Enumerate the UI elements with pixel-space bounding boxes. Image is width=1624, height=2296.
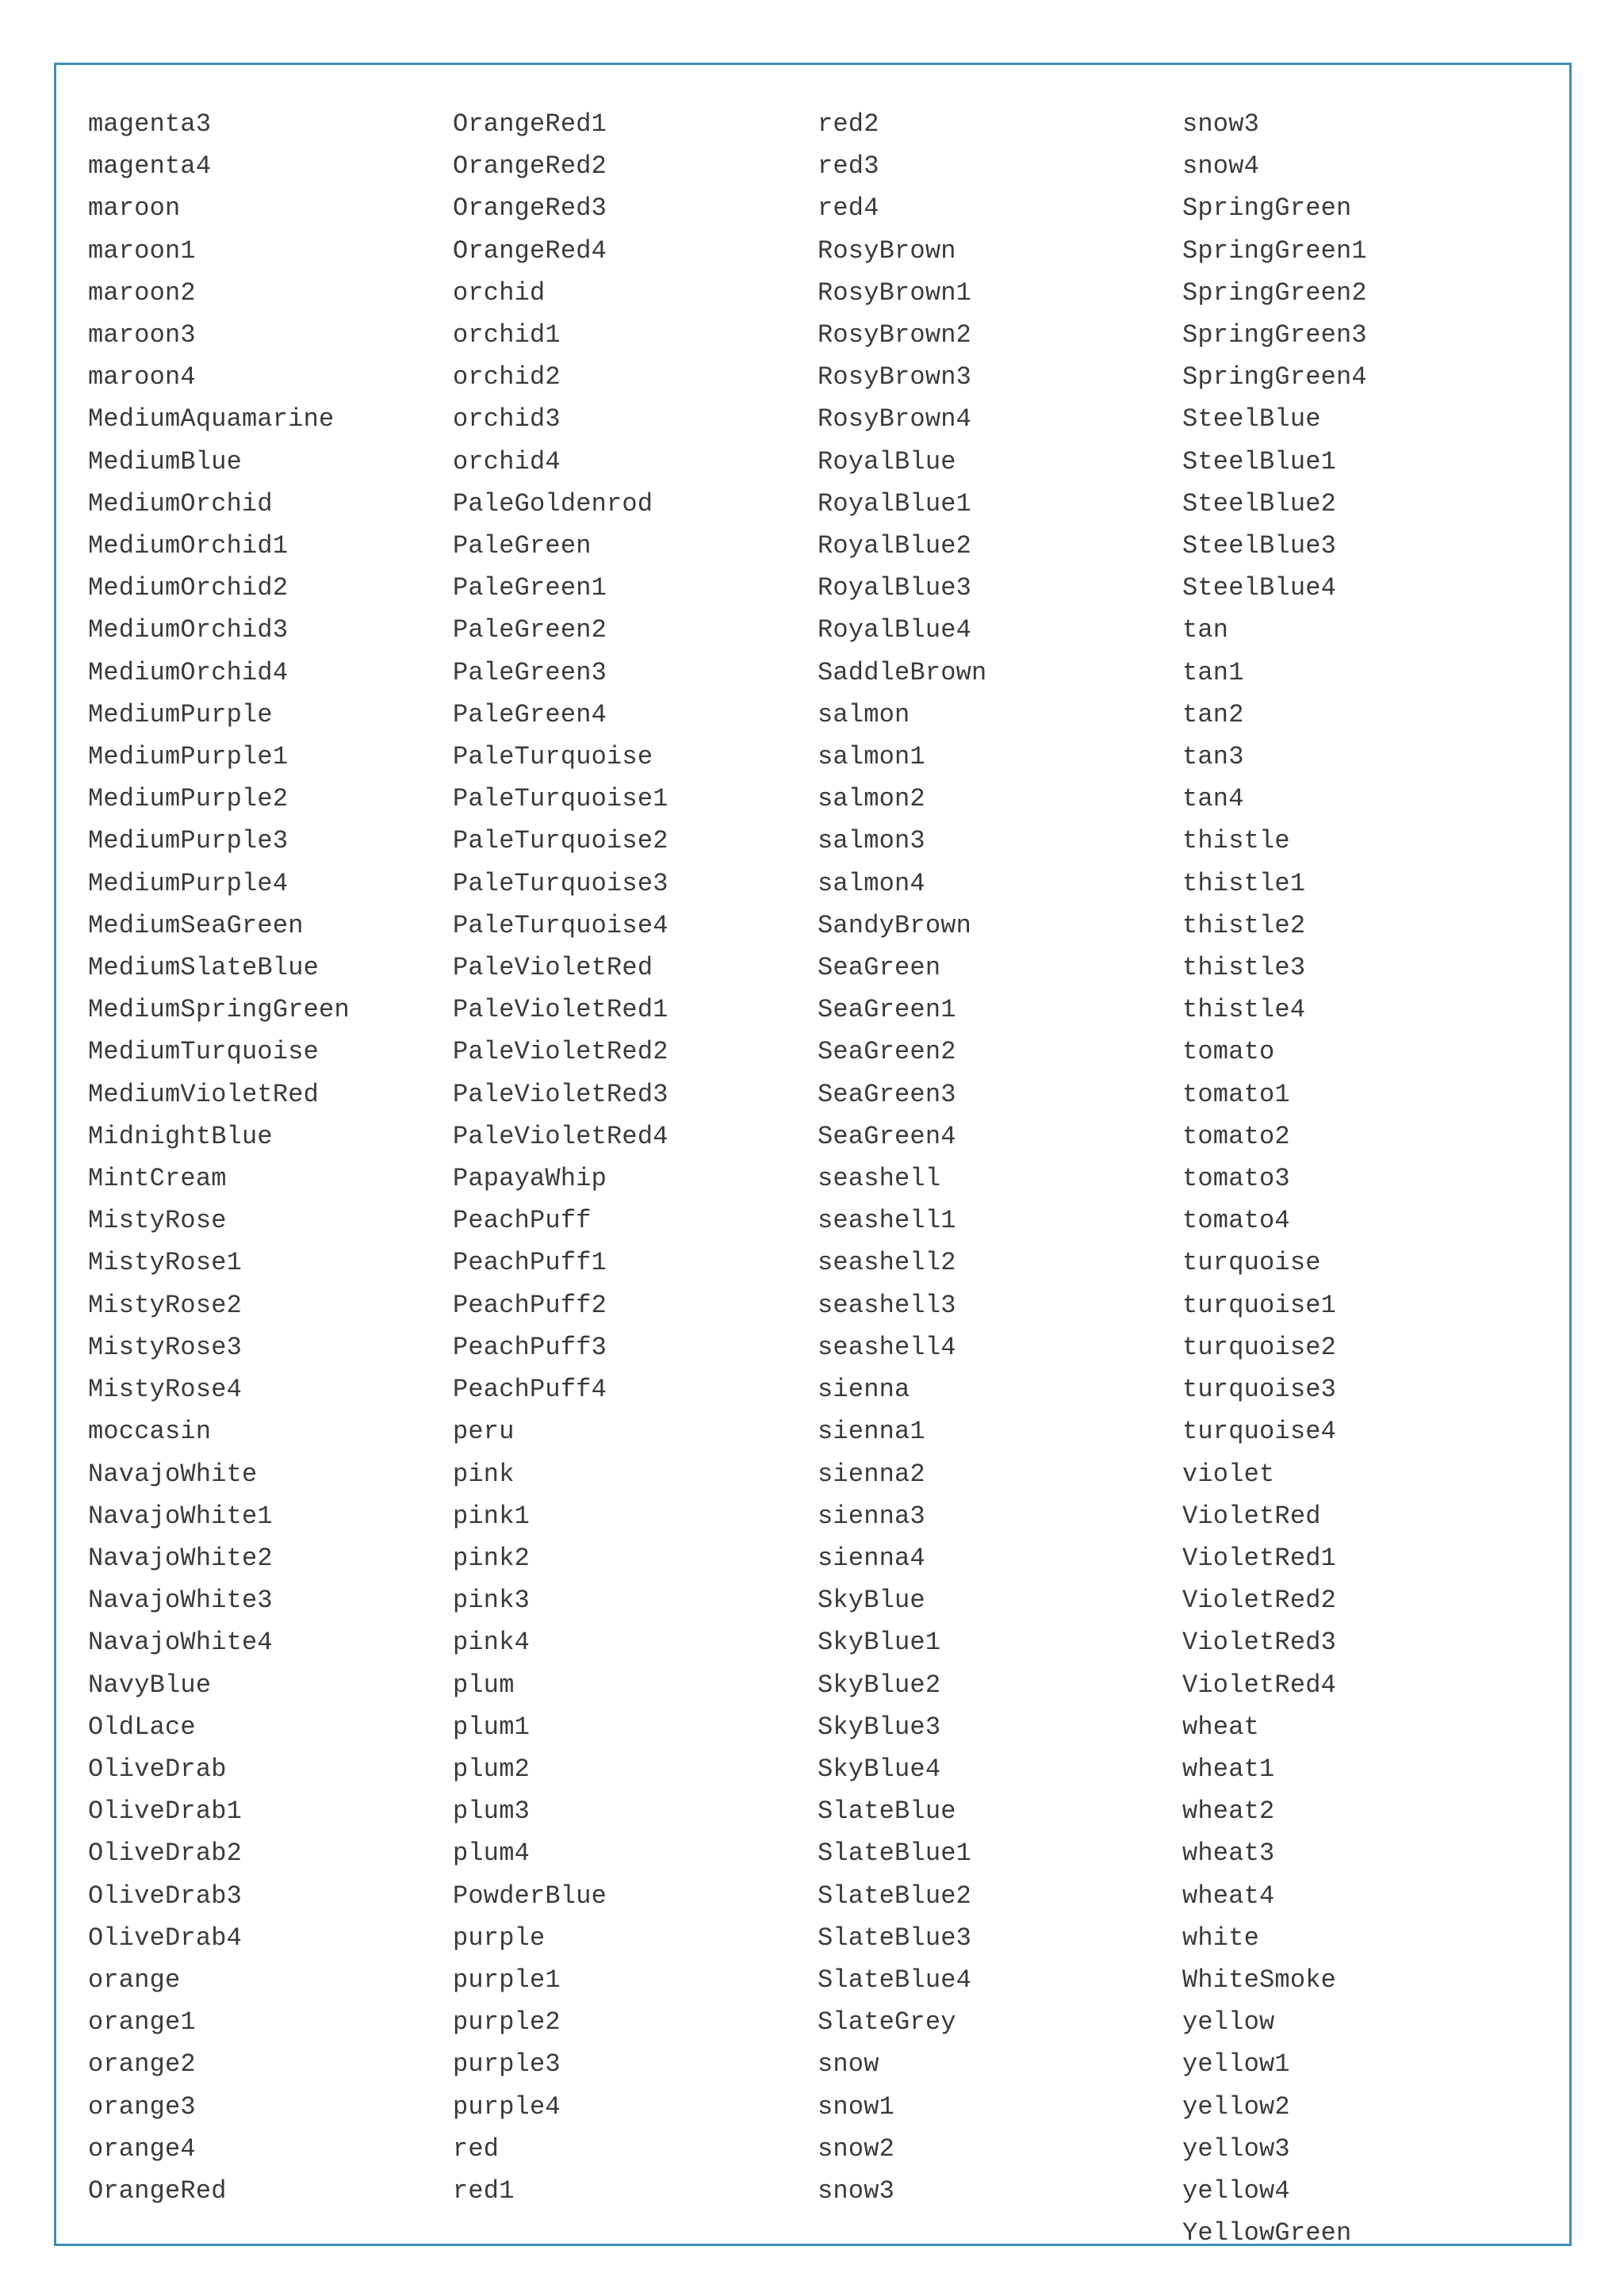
- color-name-entry: violet: [1182, 1459, 1275, 1489]
- color-name-entry: NavajoWhite3: [88, 1586, 273, 1616]
- color-name-entry: sienna4: [818, 1543, 925, 1573]
- color-name-entry: PeachPuff2: [453, 1290, 607, 1320]
- color-name-entry: OliveDrab4: [88, 1923, 243, 1953]
- color-name-entry: MediumPurple4: [88, 868, 289, 898]
- color-name-entry: wheat1: [1182, 1754, 1275, 1784]
- color-name-entry: seashell2: [818, 1248, 956, 1278]
- color-name-entry: PaleGreen1: [453, 573, 607, 603]
- color-name-entry: MistyRose1: [88, 1248, 243, 1278]
- color-name-entry: OliveDrab1: [88, 1797, 243, 1827]
- color-name-entry: sienna1: [818, 1417, 925, 1447]
- color-name-entry: OrangeRed2: [453, 151, 607, 182]
- color-name-entry: SpringGreen: [1182, 193, 1352, 224]
- color-name-entry: YellowGreen: [1182, 2218, 1352, 2248]
- color-name-entry: SeaGreen4: [818, 1121, 956, 1151]
- color-name-entry: OldLace: [88, 1712, 196, 1742]
- color-column-2: [453, 103, 818, 2254]
- color-name-entry: MediumOrchid: [88, 488, 273, 519]
- color-name-entry: PaleTurquoise: [453, 742, 653, 772]
- color-name-entry: orchid1: [453, 320, 561, 350]
- color-name-entry: PaleVioletRed: [453, 953, 653, 983]
- color-name-entry: MediumTurquoise: [88, 1037, 320, 1067]
- color-name-entry: VioletRed3: [1182, 1628, 1337, 1658]
- color-name-entry: PaleGreen: [453, 531, 592, 561]
- color-name-entry: PaleGreen3: [453, 657, 607, 687]
- color-name-entry: red3: [818, 151, 879, 182]
- color-name-entry: salmon2: [818, 784, 925, 814]
- color-name-entry: seashell3: [818, 1290, 956, 1320]
- color-name-entry: orange3: [88, 2091, 196, 2122]
- color-name-entry: OrangeRed4: [453, 235, 607, 266]
- color-name-entry: sienna3: [818, 1501, 925, 1531]
- color-name-entry: MediumAquamarine: [88, 404, 335, 434]
- color-name-entry: purple: [453, 1923, 546, 1953]
- color-name-entry: orchid3: [453, 404, 561, 434]
- color-name-entry: purple1: [453, 1965, 561, 1995]
- color-name-entry: turquoise1: [1182, 1290, 1337, 1320]
- color-name-entry: salmon: [818, 699, 910, 729]
- color-name-entry: pink2: [453, 1543, 530, 1573]
- color-name-entry: MediumSeaGreen: [88, 910, 304, 940]
- color-name-entry: tan2: [1182, 699, 1244, 729]
- color-name-entry: tomato3: [1182, 1164, 1290, 1194]
- color-name-entry: PaleTurquoise4: [453, 910, 668, 940]
- color-name-entry: SlateBlue1: [818, 1839, 972, 1869]
- color-name-entry: wheat2: [1182, 1797, 1275, 1827]
- color-name-entry: SeaGreen2: [818, 1037, 956, 1067]
- color-list-frame: [54, 63, 1572, 2246]
- color-name-entry: turquoise2: [1182, 1332, 1337, 1362]
- color-name-entry: yellow3: [1182, 2133, 1290, 2164]
- color-name-entry: orchid: [453, 277, 546, 308]
- color-name-entry: tan: [1182, 615, 1229, 645]
- color-name-entry: PaleGreen4: [453, 699, 607, 729]
- color-name-entry: orchid4: [453, 446, 561, 476]
- color-name-entry: snow2: [818, 2133, 895, 2164]
- color-name-entry: seashell4: [818, 1332, 956, 1362]
- color-name-entry: NavajoWhite: [88, 1459, 258, 1489]
- color-name-entry: RoyalBlue1: [818, 488, 972, 519]
- color-name-entry: OrangeRed: [88, 2175, 227, 2206]
- color-name-entry: red1: [453, 2175, 515, 2206]
- color-name-entry: SaddleBrown: [818, 657, 987, 687]
- color-name-columns: [88, 103, 1547, 2254]
- color-name-entry: plum3: [453, 1797, 530, 1827]
- color-name-entry: OliveDrab3: [88, 1881, 243, 1911]
- color-name-entry: MediumOrchid1: [88, 531, 289, 561]
- color-name-entry: SteelBlue2: [1182, 488, 1337, 519]
- color-name-entry: MediumSlateBlue: [88, 953, 320, 983]
- color-name-entry: snow: [818, 2049, 879, 2080]
- color-name-entry: snow1: [818, 2091, 895, 2122]
- color-name-entry: MistyRose2: [88, 1290, 243, 1320]
- color-name-entry: pink1: [453, 1501, 530, 1531]
- color-name-entry: pink: [453, 1459, 515, 1489]
- color-name-entry: maroon2: [88, 277, 196, 308]
- color-name-entry: moccasin: [88, 1417, 212, 1447]
- color-name-entry: tomato2: [1182, 1121, 1290, 1151]
- color-name-entry: turquoise4: [1182, 1417, 1337, 1447]
- color-name-entry: turquoise3: [1182, 1375, 1337, 1405]
- color-name-entry: NavyBlue: [88, 1670, 212, 1700]
- color-name-entry: SpringGreen4: [1182, 362, 1367, 392]
- color-name-entry: RosyBrown2: [818, 320, 972, 350]
- color-name-entry: MintCream: [88, 1164, 227, 1194]
- color-name-entry: orchid2: [453, 362, 561, 392]
- color-name-entry: MediumBlue: [88, 446, 243, 476]
- color-name-entry: MediumPurple2: [88, 784, 289, 814]
- color-name-entry: RoyalBlue3: [818, 573, 972, 603]
- color-name-entry: NavajoWhite2: [88, 1543, 273, 1573]
- color-name-entry: snow4: [1182, 151, 1260, 182]
- color-name-entry: RosyBrown3: [818, 362, 972, 392]
- color-name-entry: wheat3: [1182, 1839, 1275, 1869]
- color-name-entry: OliveDrab: [88, 1754, 227, 1784]
- color-name-entry: VioletRed2: [1182, 1586, 1337, 1616]
- color-name-entry: tomato4: [1182, 1206, 1290, 1236]
- color-name-entry: orange: [88, 1965, 181, 1995]
- color-name-entry: plum2: [453, 1754, 530, 1784]
- color-name-entry: seashell: [818, 1164, 941, 1194]
- color-name-entry: MediumSpringGreen: [88, 995, 350, 1025]
- color-name-entry: purple2: [453, 2007, 561, 2038]
- color-name-entry: NavajoWhite4: [88, 1628, 273, 1658]
- color-name-entry: tomato1: [1182, 1079, 1290, 1109]
- color-name-entry: SpringGreen3: [1182, 320, 1367, 350]
- color-name-entry: red2: [818, 109, 879, 139]
- color-name-entry: salmon3: [818, 826, 925, 856]
- color-name-entry: white: [1182, 1923, 1260, 1953]
- color-name-entry: SandyBrown: [818, 910, 972, 940]
- color-name-entry: orange2: [88, 2049, 196, 2080]
- color-name-entry: yellow: [1182, 2007, 1275, 2038]
- color-name-entry: SeaGreen1: [818, 995, 956, 1025]
- color-name-entry: salmon4: [818, 868, 925, 898]
- color-name-entry: MistyRose3: [88, 1332, 243, 1362]
- color-name-entry: SlateBlue: [818, 1797, 956, 1827]
- color-name-entry: NavajoWhite1: [88, 1501, 273, 1531]
- color-name-entry: magenta4: [88, 151, 212, 182]
- color-name-entry: sienna: [818, 1375, 910, 1405]
- color-name-entry: SkyBlue3: [818, 1712, 941, 1742]
- color-name-entry: RoyalBlue4: [818, 615, 972, 645]
- color-name-entry: pink3: [453, 1586, 530, 1616]
- color-name-entry: MediumPurple1: [88, 742, 289, 772]
- color-name-entry: OrangeRed1: [453, 109, 607, 139]
- color-name-entry: SteelBlue4: [1182, 573, 1337, 603]
- color-name-entry: PowderBlue: [453, 1881, 607, 1911]
- color-name-entry: plum: [453, 1670, 515, 1700]
- color-name-entry: PeachPuff4: [453, 1375, 607, 1405]
- color-name-entry: thistle2: [1182, 910, 1306, 940]
- color-name-entry: SkyBlue2: [818, 1670, 941, 1700]
- color-name-entry: MidnightBlue: [88, 1121, 273, 1151]
- color-name-entry: SteelBlue3: [1182, 531, 1337, 561]
- color-name-entry: magenta3: [88, 109, 212, 139]
- color-name-entry: thistle: [1182, 826, 1290, 856]
- color-name-entry: sienna2: [818, 1459, 925, 1489]
- color-name-entry: SlateBlue4: [818, 1965, 972, 1995]
- color-name-entry: MediumOrchid4: [88, 657, 289, 687]
- color-name-entry: RosyBrown1: [818, 277, 972, 308]
- color-name-entry: SteelBlue1: [1182, 446, 1337, 476]
- color-name-entry: SlateGrey: [818, 2007, 956, 2038]
- color-name-entry: PaleGoldenrod: [453, 488, 653, 519]
- color-name-entry: PeachPuff: [453, 1206, 592, 1236]
- color-name-entry: purple4: [453, 2091, 561, 2122]
- color-name-entry: orange4: [88, 2133, 196, 2164]
- color-name-entry: PapayaWhip: [453, 1164, 607, 1194]
- color-column-1: [88, 103, 453, 2254]
- color-name-entry: yellow2: [1182, 2091, 1290, 2122]
- color-name-entry: RosyBrown: [818, 235, 956, 266]
- color-name-entry: OrangeRed3: [453, 193, 607, 224]
- color-name-entry: MistyRose4: [88, 1375, 243, 1405]
- color-name-entry: SpringGreen2: [1182, 277, 1367, 308]
- color-name-entry: VioletRed4: [1182, 1670, 1337, 1700]
- color-name-entry: red4: [818, 193, 879, 224]
- color-name-entry: peru: [453, 1417, 515, 1447]
- color-name-entry: yellow1: [1182, 2049, 1290, 2080]
- color-name-entry: red: [453, 2133, 500, 2164]
- color-name-entry: MistyRose: [88, 1206, 227, 1236]
- color-name-entry: SeaGreen: [818, 953, 941, 983]
- color-name-entry: VioletRed1: [1182, 1543, 1337, 1573]
- color-name-entry: PaleTurquoise1: [453, 784, 668, 814]
- color-name-entry: wheat4: [1182, 1881, 1275, 1911]
- color-name-entry: PaleVioletRed3: [453, 1079, 668, 1109]
- color-name-entry: SkyBlue: [818, 1586, 925, 1616]
- color-name-entry: PeachPuff3: [453, 1332, 607, 1362]
- color-name-entry: PaleVioletRed2: [453, 1037, 668, 1067]
- color-name-entry: MediumOrchid3: [88, 615, 289, 645]
- color-name-entry: SkyBlue4: [818, 1754, 941, 1784]
- color-name-entry: thistle4: [1182, 995, 1306, 1025]
- color-name-entry: thistle1: [1182, 868, 1306, 898]
- color-name-entry: maroon4: [88, 362, 196, 392]
- color-name-entry: PaleGreen2: [453, 615, 607, 645]
- color-name-entry: PaleVioletRed4: [453, 1121, 668, 1151]
- color-name-entry: MediumPurple: [88, 699, 273, 729]
- color-name-entry: maroon: [88, 193, 181, 224]
- color-name-entry: SkyBlue1: [818, 1628, 941, 1658]
- color-name-entry: maroon1: [88, 235, 196, 266]
- color-name-entry: SlateBlue2: [818, 1881, 972, 1911]
- color-name-entry: orange1: [88, 2007, 196, 2038]
- color-name-entry: snow3: [1182, 109, 1260, 139]
- color-column-3: [818, 103, 1182, 2254]
- color-name-entry: RoyalBlue2: [818, 531, 972, 561]
- color-name-entry: thistle3: [1182, 953, 1306, 983]
- color-name-entry: wheat: [1182, 1712, 1260, 1742]
- color-name-entry: purple3: [453, 2049, 561, 2080]
- color-name-entry: PaleTurquoise3: [453, 868, 668, 898]
- color-name-entry: SteelBlue: [1182, 404, 1321, 434]
- color-name-entry: WhiteSmoke: [1182, 1965, 1337, 1995]
- color-name-entry: MediumOrchid2: [88, 573, 289, 603]
- color-name-entry: tan1: [1182, 657, 1244, 687]
- color-name-entry: PeachPuff1: [453, 1248, 607, 1278]
- color-name-entry: MediumVioletRed: [88, 1079, 320, 1109]
- color-name-entry: plum4: [453, 1839, 530, 1869]
- color-name-entry: tan4: [1182, 784, 1244, 814]
- color-name-entry: SeaGreen3: [818, 1079, 956, 1109]
- color-name-entry: salmon1: [818, 742, 925, 772]
- color-name-entry: turquoise: [1182, 1248, 1321, 1278]
- color-name-entry: tan3: [1182, 742, 1244, 772]
- color-name-entry: RoyalBlue: [818, 446, 956, 476]
- color-name-entry: tomato: [1182, 1037, 1275, 1067]
- color-name-entry: pink4: [453, 1628, 530, 1658]
- color-name-entry: yellow4: [1182, 2175, 1290, 2206]
- color-name-entry: SpringGreen1: [1182, 235, 1367, 266]
- color-name-entry: VioletRed: [1182, 1501, 1321, 1531]
- color-name-entry: PaleTurquoise2: [453, 826, 668, 856]
- color-name-entry: OliveDrab2: [88, 1839, 243, 1869]
- color-name-entry: PaleVioletRed1: [453, 995, 668, 1025]
- color-column-4: [1182, 103, 1547, 2254]
- color-name-entry: MediumPurple3: [88, 826, 289, 856]
- color-name-entry: seashell1: [818, 1206, 956, 1236]
- color-name-entry: maroon3: [88, 320, 196, 350]
- color-name-entry: SlateBlue3: [818, 1923, 972, 1953]
- color-name-entry: snow3: [818, 2175, 895, 2206]
- color-name-entry: RosyBrown4: [818, 404, 972, 434]
- color-name-entry: plum1: [453, 1712, 530, 1742]
